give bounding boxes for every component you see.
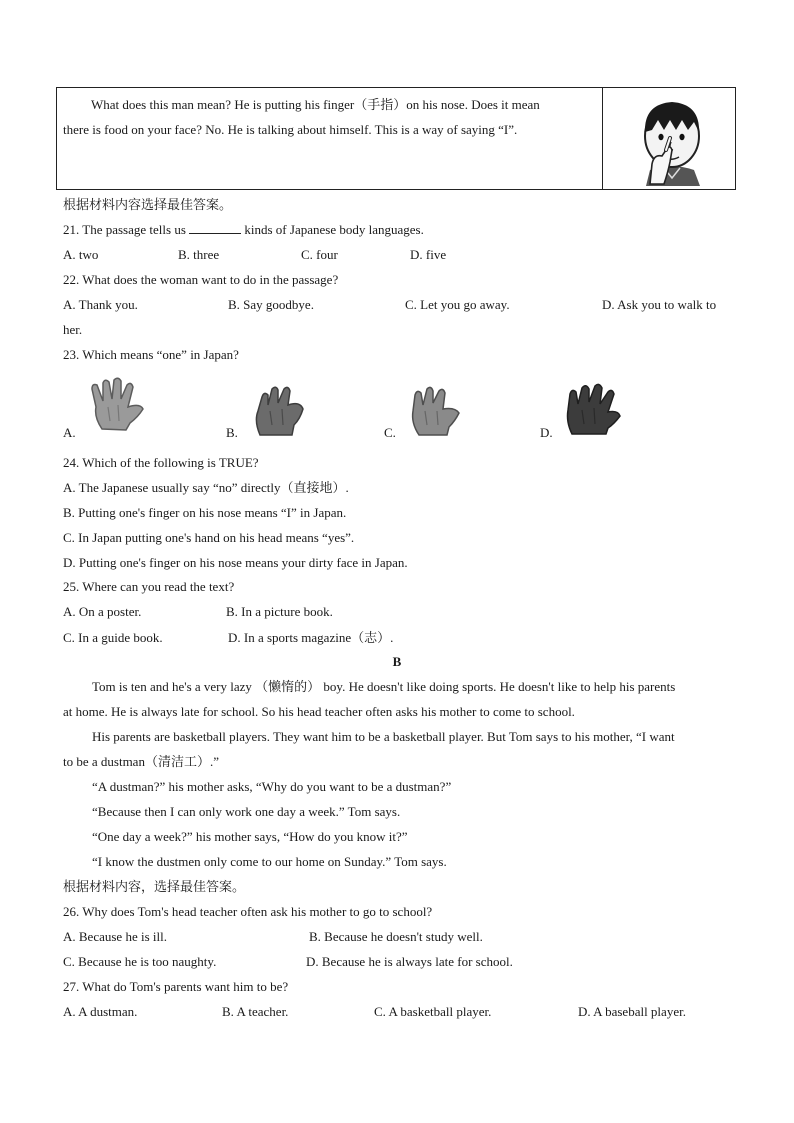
section-b-heading: B [392,654,402,669]
question-26-option-c: C. Because he is too naughty. [63,954,217,969]
question-25-option-a: A. On a poster. [63,604,142,619]
box-divider [602,88,603,189]
passage-excerpt-text [63,92,593,142]
question-23-option-a: A. [63,425,76,440]
passage-b-p4: “Because then I can only work one day a week.” Tom says. [92,804,401,819]
question-27-option-d: D. A baseball player. [578,1004,686,1019]
question-23-option-d: D. [540,425,553,440]
passage-b-p1-line1: Tom is ten and he's a very lazy （懒惰的） boy. He doesn't like doing sports. He doesn't like to help his parents [92,679,676,694]
question-27-option-c: C. A basketball player. [374,1004,492,1019]
question-25-option-d: D. In a sports magazine（志）. [228,630,394,645]
question-23-stem: 23. Which means “one” in Japan? [63,347,239,362]
question-24-option-d: D. Putting one's finger on his nose means your dirty face in Japan. [63,555,408,570]
question-22-stem: 22. What does the woman want to do in the passage? [63,272,339,287]
question-21-option-d: D. five [410,247,447,262]
passage-b-p2-line2: to be a dustman（清洁工）.” [63,754,219,769]
man-finger-on-nose-illustration [610,92,730,190]
question-24-option-b: B. Putting one's finger on his nose means “I” in Japan. [63,505,347,520]
question-22-option-c: C. Let you go away. [405,297,510,312]
question-21-option-c: C. four [301,247,338,262]
question-21-stem-after: kinds of Japanese body languages. [244,222,424,237]
glove-b-image [250,381,310,437]
glove-c-image [407,381,467,437]
glove-a-image [88,377,148,433]
passage-b-p5: “One day a week?” his mother says, “How do you know it?” [92,829,408,844]
question-22-continuation: her. [63,322,83,337]
question-24-stem: 24. Which of the following is TRUE? [63,455,259,470]
passage-excerpt-line-1: What does this man mean? He is putting his finger（手指）on his nose. Does it mean [91,97,540,112]
question-21-stem-before: 21. The passage tells us [63,222,186,237]
question-21-stem [63,222,424,238]
question-24-option-a: A. The Japanese usually say “no” directly（直接地）. [63,480,349,495]
question-22-option-b: B. Say goodbye. [228,297,314,312]
question-26-option-a: A. Because he is ill. [63,929,167,944]
glove-d-image [562,378,624,436]
passage-excerpt-line-2: there is food on your face? No. He is talking about himself. This is a way of saying “I”. [63,122,518,137]
passage-excerpt-box [56,87,736,190]
question-24-option-c: C. In Japan putting one's hand on his head means “yes”. [63,530,355,545]
question-26-stem: 26. Why does Tom's head teacher often ask his mother to go to school? [63,904,433,919]
question-27-option-b: B. A teacher. [222,1004,289,1019]
question-26-option-b: B. Because he doesn't study well. [309,929,483,944]
question-25-stem: 25. Where can you read the text? [63,579,235,594]
question-23-option-c: C. [384,425,396,440]
question-27-stem: 27. What do Tom's parents want him to be? [63,979,289,994]
question-23-option-b: B. [226,425,238,440]
answer-blank [189,222,241,234]
question-22-option-d: D. Ask you to walk to [602,297,717,312]
question-22-option-a: A. Thank you. [63,297,138,312]
question-25-option-b: B. In a picture book. [226,604,333,619]
question-26-option-d: D. Because he is always late for school. [306,954,513,969]
section-b-instruction: 根据材料内容，选择最佳答案。 [63,879,246,894]
passage-b-p2-line1: His parents are basketball players. They want him to be a basketball player. But Tom says to his mother, “I want [92,729,675,744]
passage-b-p6: “I know the dustmen only come to our home on Sunday.” Tom says. [92,854,447,869]
section-a-instruction: 根据材料内容选择最佳答案。 [63,197,233,212]
question-21-option-b: B. three [178,247,220,262]
question-25-option-c: C. In a guide book. [63,630,163,645]
question-27-option-a: A. A dustman. [63,1004,138,1019]
passage-b-p1-line2: at home. He is always late for school. So his head teacher often asks his mother to come to school. [63,704,575,719]
question-21-option-a: A. two [63,247,99,262]
passage-b-p3: “A dustman?” his mother asks, “Why do you want to be a dustman?” [92,779,452,794]
